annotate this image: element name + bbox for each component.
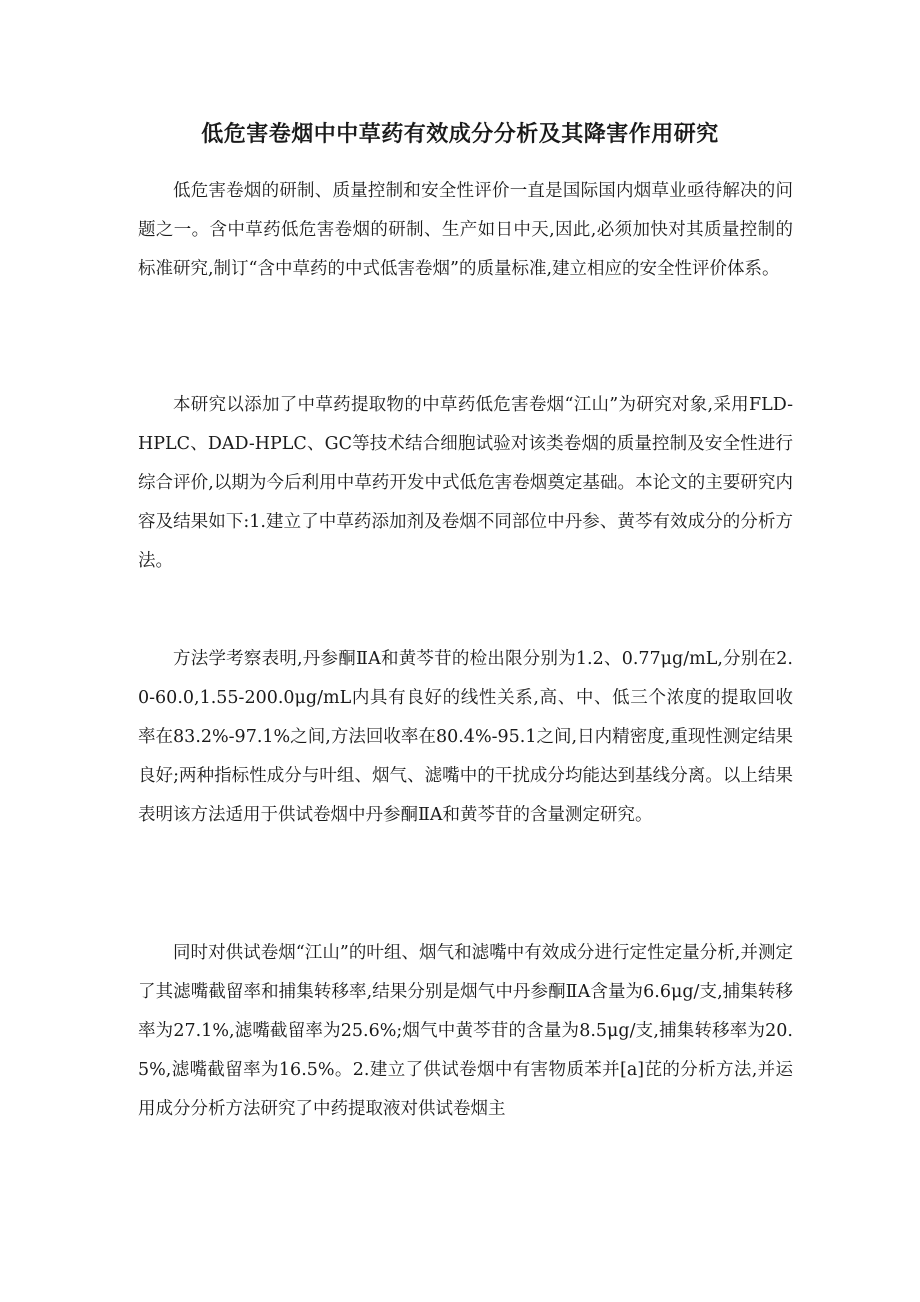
document-title: 低危害卷烟中中草药有效成分分析及其降害作用研究 bbox=[201, 121, 719, 147]
paragraph-1: 低危害卷烟的研制、质量控制和安全性评价一直是国际国内烟草业亟待解决的问题之一。含中草药低危害卷烟的研制、生产如日中天,因此,必须加快对其质量控制的标准研究,制订“含中草药的中式低害卷烟”的质量标准,建立相应的安全性评价体系。 bbox=[138, 181, 793, 279]
paragraph-4: 同时对供试卷烟“江山”的叶组、烟气和滤嘴中有效成分进行定性定量分析,并测定了其滤嘴截留率和捕集转移率,结果分别是烟气中丹参酮ⅡA含量为6.6μg/支,捕集转移率为27.1%,滤嘴截留率为25.6%;烟气中黄芩苷的含量为8.5μg/支,捕集转移率为20.5%,滤嘴截留率为16.5%。2.建立了供试卷烟中有害物质苯并[a]芘的分析方法,并运用成分分析方法研究了中药提取液对供试卷烟主 bbox=[138, 943, 793, 1119]
paragraph-2: 本研究以添加了中草药提取物的中草药低危害卷烟“江山”为研究对象,采用FLD-HPLC、DAD-HPLC、GC等技术结合细胞试验对该类卷烟的质量控制及安全性进行综合评价,以期为今后利用中草药开发中式低危害卷烟奠定基础。本论文的主要研究内容及结果如下:1.建立了中草药添加剂及卷烟不同部位中丹参、黄芩有效成分的分析方法。 bbox=[138, 395, 793, 571]
paragraph-3: 方法学考察表明,丹参酮ⅡA和黄芩苷的检出限分别为1.2、0.77μg/mL,分别在2.0-60.0,1.55-200.0μg/mL内具有良好的线性关系,高、中、低三个浓度的提取回收率在83.2%-97.1%之间,方法回收率在80.4%-95.1之间,日内精密度,重现性测定结果良好;两种指标性成分与叶组、烟气、滤嘴中的干扰成分均能达到基线分离。以上结果表明该方法适用于供试卷烟中丹参酮ⅡA和黄芩苷的含量测定研究。 bbox=[138, 649, 793, 825]
